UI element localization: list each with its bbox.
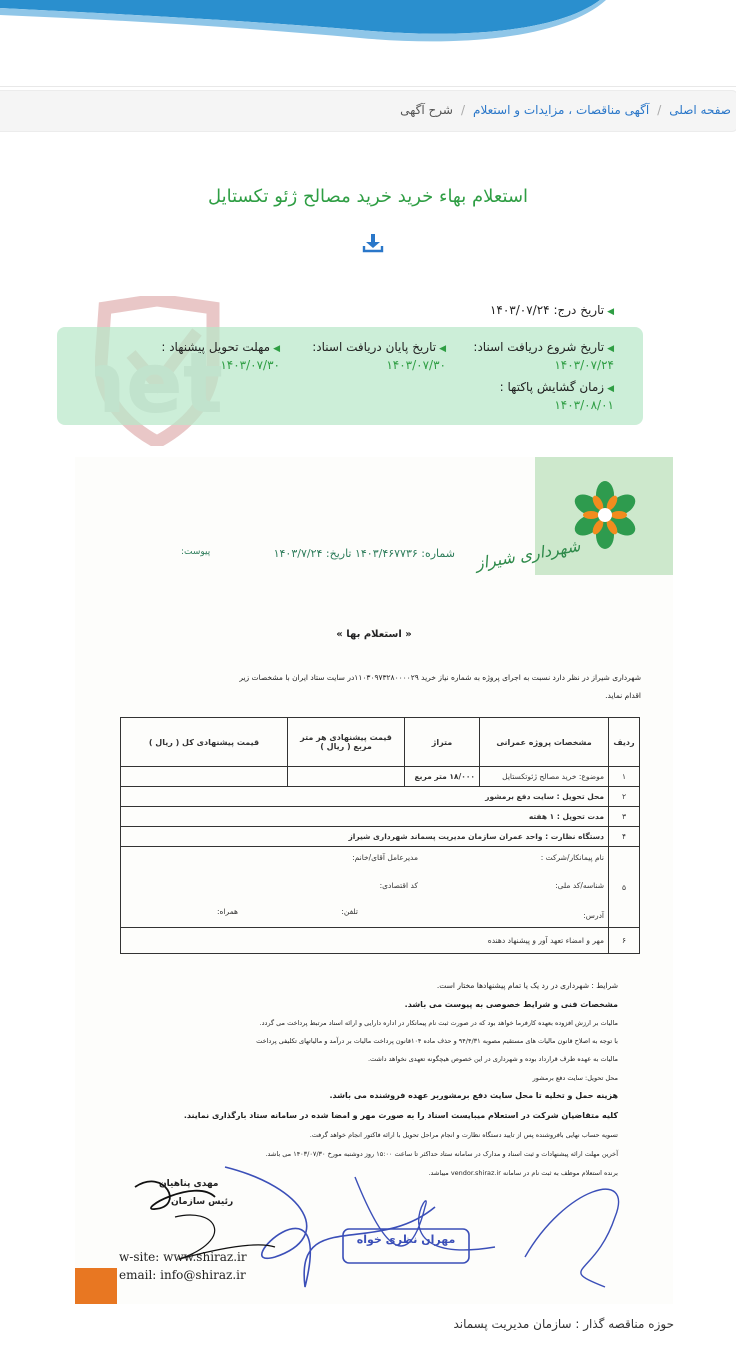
condition-line: تسویه حساب نهایی بافروشنده پس از تایید دستگاه نظارت و انجام مراحل تحویل با ارائه فاکتور انجام خواهد گرفت.: [309, 1131, 618, 1139]
condition-line: مالیات به عهده طرف قرارداد بوده و شهرداری در این خصوص هیچگونه تعهدی نخواهد داشت.: [367, 1055, 618, 1063]
doc-website: w-site: www.shiraz.ir: [119, 1250, 247, 1264]
manager-label: مدیرعامل آقای/خانم:: [352, 853, 418, 862]
doc-intro-line-1: شهرداری شیراز در نظر دارد نسبت به اجرای پروژه به شماره نیاز خرید ۱۱۰۳۰۹۷۳۲۸۰۰۰۰۲۹در سایت ستاد ایران با مشخصات زیر: [239, 673, 641, 682]
insert-date: [490, 303, 614, 317]
table-header: مشخصات پروژه عمرانی: [480, 718, 609, 767]
table-row: [121, 827, 640, 847]
doc-end-label: تاریخ پایان دریافت اسناد:: [312, 340, 437, 354]
table-cell: ۲: [609, 787, 640, 807]
stamp-text: مهران نظری خواه: [356, 1233, 456, 1246]
opening-value: ۱۴۰۳/۰۸/۰۱: [554, 398, 614, 412]
insert-date-label: تاریخ درج:: [553, 303, 605, 317]
caret-left-icon: ◀: [439, 344, 446, 354]
price-form-table: [120, 717, 640, 954]
table-cell: مهر و امضاء تعهد آور و پیشنهاد دهنده: [121, 928, 609, 954]
doc-heading: « استعلام بها »: [336, 629, 412, 640]
table-cell: مدت تحویل : ۱ هفته: [121, 807, 609, 827]
condition-line: مالیات بر ارزش افزوده بعهده کارفرما خواهد بود که در صورت ثبت نام پیمانکار در اداره دارایی و ارائه اسناد مرتبط پرداخت می گردد.: [259, 1019, 618, 1027]
table-header: قیمت پیشنهادی هر متر مربع ( ریال ): [288, 718, 405, 767]
table-cell: ۱۸/۰۰۰ متر مربع: [405, 767, 480, 787]
opening-label: زمان گشایش پاکتها :: [499, 380, 605, 394]
breadcrumb-home-link[interactable]: صفحه اصلی: [669, 103, 731, 117]
deadline-date: [161, 340, 280, 372]
table-cell: ۳: [609, 807, 640, 827]
table-header: قیمت پیشنهادی کل ( ریال ): [121, 718, 288, 767]
doc-attachment: پیوست:: [181, 547, 211, 557]
insert-date-value: ۱۴۰۳/۰۷/۲۴: [489, 303, 550, 317]
table-cell: محل تحویل : سایت دفع برمشور: [121, 787, 609, 807]
shiraz-municipality-logo-icon: [555, 481, 651, 573]
tender-document-image: [75, 457, 673, 1304]
deadline-value: ۱۴۰۳/۰۷/۳۰: [220, 358, 280, 372]
condition-line: کلیه متقاضیان شرکت در استعلام میبایست اسناد را به صورت مهر و امضا شده در سامانه ستاد بارگذاری نمایند.: [183, 1111, 618, 1120]
condition-line: محل تحویل: سایت دفع برمشور: [532, 1074, 618, 1082]
mobile-label: همراه:: [217, 907, 238, 916]
doc-footer-accent: [75, 1268, 117, 1304]
download-icon[interactable]: [362, 233, 384, 253]
national-id-label: شناسه/کد ملی:: [555, 881, 604, 890]
breadcrumb-separator: /: [460, 103, 466, 117]
breadcrumb-current: شرح آگهی: [400, 103, 453, 117]
table-row: [121, 807, 640, 827]
doc-email: email: info@shiraz.ir: [119, 1268, 246, 1282]
breadcrumb-category-link[interactable]: آگهی مناقصات ، مزایدات و استعلام: [473, 103, 650, 117]
table-cell: [288, 767, 405, 787]
contractor-info-cell: [121, 847, 609, 928]
doc-intro-line-2: اقدام نماید.: [605, 691, 641, 700]
doc-org-name: شهرداری شیراز: [474, 535, 582, 574]
doc-end-value: ۱۴۰۳/۰۷/۳۰: [386, 358, 446, 372]
contractor-label: نام پیمانکار/شرکت :: [540, 853, 604, 862]
table-cell: ۶: [609, 928, 640, 954]
table-header: ردیف: [609, 718, 640, 767]
table-cell: دستگاه نظارت : واحد عمران سازمان مدیریت پسماند شهرداری شیراز: [121, 827, 609, 847]
condition-line: با توجه به اصلاح قانون مالیات های مستقیم مصوبه ۹۴/۴/۳۱ و حذف ماده ۱۰۴قانون پرداخت مالیات بر درآمد و مالیاتهای تکلیفی پرداخت: [256, 1037, 618, 1045]
condition-line: آخرین مهلت ارائه پیشنهادات و ثبت اسناد و مدارک در سامانه ستاد حداکثر تا ساعت ۱۵:۰۰ روز دوشنبه مورخ ۱۴۰۳/۰۷/۳۰ می باشد.: [265, 1150, 618, 1158]
condition-line: برنده استعلام موظف به ثبت نام در سامانه vendor.shiraz.ir میباشد.: [428, 1169, 618, 1177]
table-row: [121, 787, 640, 807]
doc-number-line: شماره: ۱۴۰۳/۴۶۷۷۳۶ تاریخ: ۱۴۰۳/۷/۲۴: [273, 547, 455, 560]
table-cell: [121, 767, 288, 787]
doc-start-value: ۱۴۰۳/۰۷/۲۴: [554, 358, 614, 372]
table-row: [121, 928, 640, 954]
caret-left-icon: ◀: [607, 344, 614, 354]
opening-date: [500, 380, 614, 412]
phone-label: تلفن:: [341, 907, 358, 916]
condition-line: شرایط : شهرداری در رد یک یا تمام پیشنهادها مختار است.: [436, 981, 618, 990]
table-cell: موضوع: خرید مصالح ژئوتکستایل: [480, 767, 609, 787]
doc-start-date: [473, 340, 614, 372]
doc-end-date: [312, 340, 446, 372]
doc-start-label: تاریخ شروع دریافت اسناد:: [473, 340, 605, 354]
table-row: [121, 847, 640, 928]
page-title: استعلام بهاء خرید خرید مصالح ژئو تکستایل: [207, 186, 529, 207]
condition-line: مشخصات فنی و شرایط خصوصی به پیوست می باشد.: [404, 1000, 618, 1009]
header-divider: [0, 86, 736, 87]
breadcrumb: [0, 90, 736, 132]
caret-left-icon: ◀: [607, 384, 614, 394]
tender-organization: حوزه مناقصه گذار : سازمان مدیریت پسماند: [453, 1317, 674, 1331]
caret-left-icon: ◀: [273, 344, 280, 354]
table-cell: ۱: [609, 767, 640, 787]
table-header: متراژ: [405, 718, 480, 767]
table-cell: ۴: [609, 827, 640, 847]
signer-title: رئیس سازمان: [171, 1197, 234, 1207]
signer-name: مهدی پناهیان: [159, 1179, 219, 1189]
breadcrumb-separator: /: [657, 103, 662, 117]
caret-left-icon: ◀: [607, 307, 614, 317]
address-label: آدرس:: [583, 911, 604, 920]
header-wave: [0, 0, 736, 60]
table-row: [121, 767, 640, 787]
economic-code-label: کد اقتصادی:: [379, 881, 418, 890]
deadline-label: مهلت تحویل پیشنهاد :: [161, 340, 271, 354]
condition-line: هزینه حمل و تخلیه تا محل سایت دفع برمشوربر عهده فروشنده می باشد.: [329, 1091, 618, 1100]
table-cell: ۵: [609, 847, 640, 928]
